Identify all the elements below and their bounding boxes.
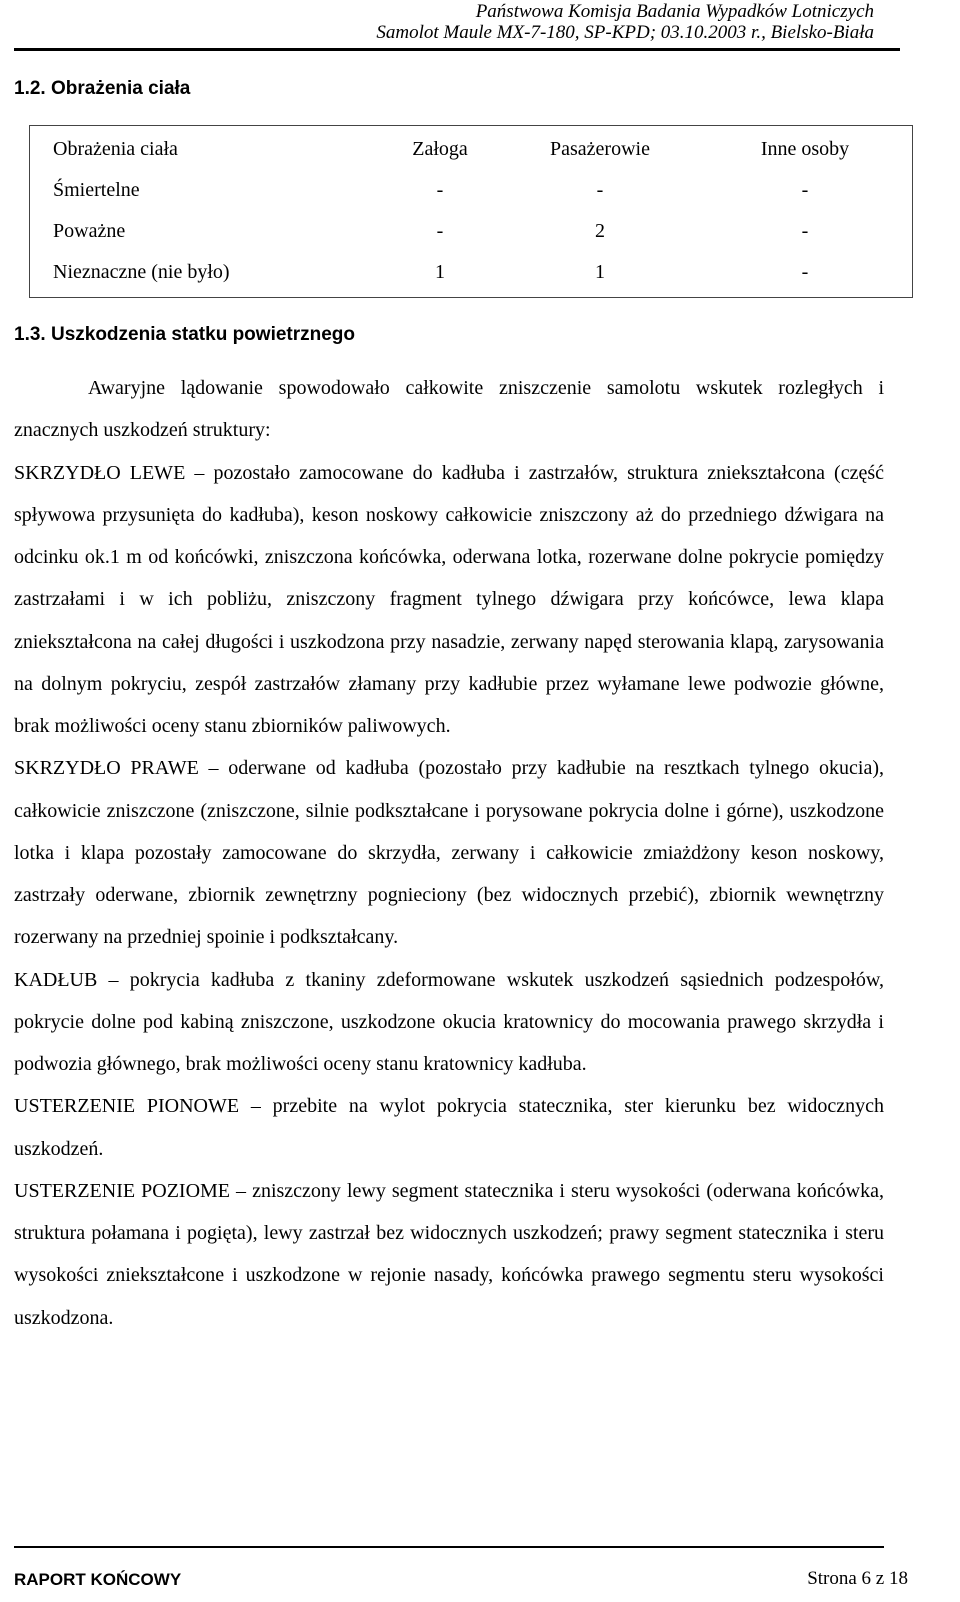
horizontal-tail-paragraph: USTERZENIE POZIOME – zniszczony lewy segment statecznika i steru wysokości (oderwana końcówka, struktura połamana i pogięta), lewy zastrzał bez widocznych uszkodzeń; prawy segment statecznika i steru wysokości zniekształcone i uszkodzone w rejonie nasady, końcówka prawego segmentu steru wysokości uszkodzona. (14, 1179, 884, 1329)
vertical-tail-paragraph: USTERZENIE PIONOWE – przebite na wylot pokrycia statecznika, ster kierunku bez widocznych uszkodzeń. (14, 1095, 884, 1160)
table-cell: - (436, 220, 444, 242)
table-cell: - (596, 179, 604, 201)
report-type: RAPORT KOŃCOWY (14, 1570, 182, 1589)
table-cell: Śmiertelne (53, 179, 140, 201)
table-header-cell: Pasażerowie (550, 138, 650, 160)
page-header (14, 0, 900, 51)
table-cell: - (801, 179, 809, 201)
table-cell: 1 (595, 261, 605, 283)
fuselage-paragraph: KADŁUB – pokrycia kadłuba z tkaniny zdeformowane wskutek uszkodzeń sąsiednich podzespołów, pokrycie dolne pod kabiną zniszczone, uszkodzone okucia kratownicy do mocowania prawego skrzydła i podwozia głównego, brak możliwości oceny stanu kratownicy kadłuba. (14, 968, 884, 1075)
injuries-table (29, 125, 913, 298)
table-cell: Nieznaczne (nie było) (53, 261, 230, 283)
table-cell: Poważne (53, 220, 126, 242)
header-aircraft-info: Samolot Maule MX-7-180, SP-KPD; 03.10.2003 r., Bielsko-Biała (376, 22, 874, 43)
table-header-cell: Załoga (412, 138, 468, 160)
right-wing-paragraph: SKRZYDŁO PRAWE – oderwane od kadłuba (pozostało przy kadłubie na resztkach tylnego okucia), całkowicie zniszczone (zniszczone, silnie podkształcane i porysowane pokrycia dolne i górne), uszkodzone lotka i klapa pozostały zamocowane do skrzydła, zerwany i całkowicie zmiażdżony keson noskowy, zastrzały oderwane, zbiornik zewnętrzny pognieciony (bez widocznych przebić), zbiornik wewnętrzny rozerwany na przedniej spoinie i podkształcany. (14, 757, 884, 949)
left-wing-paragraph: SKRZYDŁO LEWE – pozostało zamocowane do kadłuba i zastrzałów, struktura zniekształcona (część spływowa przysunięta do kadłuba), keson noskowy całkowicie zniszczony aż do przedniego dźwigara na odcinku ok.1 m od końcówki, zniszczona końcówka, oderwana lotka, rozerwane dolne pokrycie pomiędzy zastrzałami i w ich pobliżu, zniszczony fragment tylnego dźwigara przy końcówce, lewa klapa zniekształcona na całej długości i uszkodzona przy nasadzie, zerwany napęd sterowania klapą, zarysowania na dolnym pokryciu, zespół zastrzałów złamany przy kadłubie przez wyłamane lewe podwozie główne, brak możliwości oceny stanu zbiorników paliwowych. (14, 461, 884, 737)
section-heading-injuries: 1.2. Obrażenia ciała (14, 78, 191, 99)
table-header-cell: Inne osoby (760, 138, 850, 160)
section-heading-aircraft-damage: 1.3. Uszkodzenia statku powietrznego (14, 324, 356, 345)
page-number: Strona 6 z 18 (807, 1568, 908, 1589)
damage-description (14, 367, 884, 1339)
table-cell: - (436, 179, 444, 201)
table-header-cell: Obrażenia ciała (53, 138, 178, 160)
page-footer (14, 1546, 908, 1602)
table-cell: 1 (435, 261, 445, 283)
header-organization: Państwowa Komisja Badania Wypadków Lotniczych (475, 1, 874, 22)
intro-paragraph: Awaryjne lądowanie spowodowało całkowite zniszczenie samolotu wskutek rozległych i znacznych uszkodzeń struktury: (14, 377, 884, 442)
table-cell: - (801, 261, 809, 283)
table-cell: - (801, 220, 809, 242)
table-cell: 2 (595, 220, 605, 242)
